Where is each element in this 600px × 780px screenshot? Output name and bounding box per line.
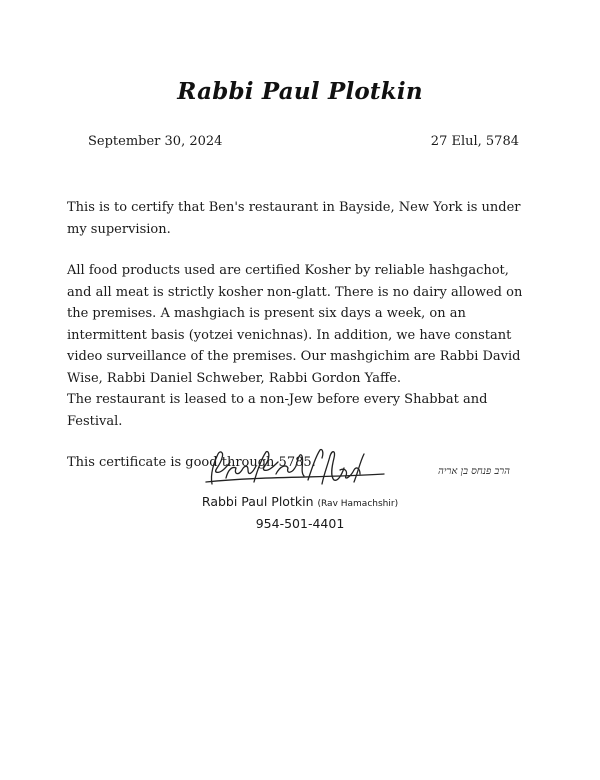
gregorian-date: September 30, 2024 <box>88 134 223 149</box>
signer-title: (Rav Hamachshir) <box>317 499 399 509</box>
signer-phone: 954-501-4401 <box>255 516 345 531</box>
handwritten-signature <box>204 448 510 488</box>
letterhead-name: Rabbi Paul Plotkin <box>177 78 423 105</box>
signer-line <box>0 494 600 509</box>
validity-paragraph: This certificate is good through 5785. <box>67 455 316 470</box>
hebrew-signature: הרב פנחס בן אריה <box>438 466 510 477</box>
lease-paragraph: The restaurant is leased to a non-Jew before every Shabbat and Festival. <box>67 392 488 429</box>
certification-paragraph: This is to certify that Ben's restaurant in Bayside, New York is under my supervision. <box>67 200 521 237</box>
signer-name: Rabbi Paul Plotkin <box>201 494 314 509</box>
hebrew-date: 27 Elul, 5784 <box>430 134 519 149</box>
letter-body <box>67 197 529 474</box>
supervision-details-paragraph: All food products used are certified Kosher by reliable hashgachot, and all meat is strictly kosher non-glatt. There is no dairy allowed on the premises. A mashgiach is present six days a week, on an intermittent basis (yotzei venichnas). In addition, we have constant video surveillance of the premises. Our mashgichim are Rabbi David Wise, Rabbi Daniel Schweber, Rabbi Gordon Yaffe. <box>67 263 523 386</box>
